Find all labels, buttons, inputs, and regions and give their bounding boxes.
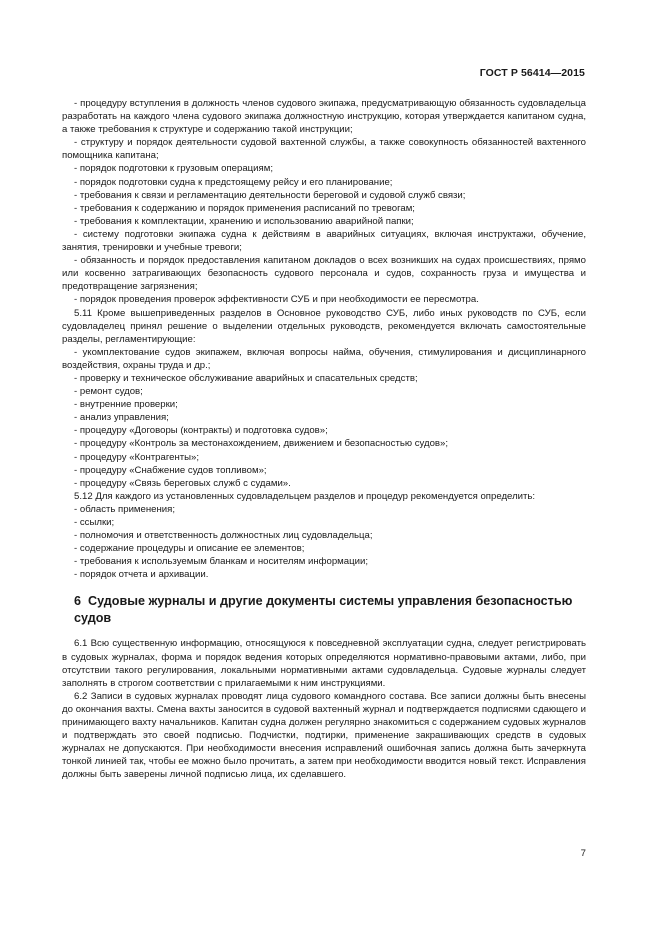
section-number: 6 <box>74 594 82 609</box>
list-item: - процедуру «Снабжение судов топливом»; <box>74 464 267 476</box>
list-item: - внутренние проверки; <box>74 399 178 411</box>
list-item: - порядок отчета и архивации. <box>74 569 209 581</box>
list-item: - процедуру «Договоры (контракты) и подготовка судов»; <box>74 425 328 437</box>
list-item: - требования к связи и регламентацию деятельности береговой и судовой служб связи; <box>74 189 466 201</box>
list-item: - систему подготовки экипажа судна к действиям в аварийных ситуациях, включая инструктажи, обучение, занятия, тренировки и учебные тревоги; <box>62 228 586 254</box>
list-item: - требования к используемым бланкам и носителям информации; <box>74 556 368 568</box>
list-item: - процедуру «Контрагенты»; <box>74 451 200 463</box>
list-item: - полномочия и ответственность должностных лиц судовладельца; <box>74 530 373 542</box>
paragraph-5-12: 5.12 Для каждого из установленных судовладельцем разделов и процедур рекомендуется определить: <box>74 490 536 502</box>
list-item: - ссылки; <box>74 517 115 528</box>
list-item: - содержание процедуры и описание ее элементов; <box>74 543 305 555</box>
list-item: - порядок подготовки к грузовым операциям; <box>74 163 273 175</box>
document-header: ГОСТ Р 56414—2015 <box>479 67 585 79</box>
list-item: - укомплектование судов экипажем, включая вопросы найма, обучения, стимулирования и дисциплинарного воздействия, охраны труда и др.; <box>62 346 586 371</box>
paragraph-5-11: 5.11 Кроме вышеприведенных разделов в Основное руководство СУБ, либо иных руководств по СУБ, если судовладелец принял решение о выделении отдельных руководств, рекомендуется включать самостоятельные разделы, регламентирующие: <box>62 307 586 345</box>
list-item: - анализ управления; <box>74 412 169 424</box>
paragraph-6-2: 6.2 Записи в судовых журналах проводят лица судового командного состава. Все записи должны быть внесены до окончания вахты. Смена вахты заносится в судовой вахтенный журнал и подтверждается подписями сдающего и принимающего вахту начальников. Капитан судна должен регулярно знакомиться с содержанием судовых журналов и подтверждать это своей подписью. Подчистки, подтирки, применение закрашивающих средств в судовых журналах не допускаются. При необходимости внесения исправлений ошибочная запись должна быть зачеркнута тонкой линией так, чтобы ее можно было прочитать, а затем при необходимости вводится новый текст. Исправления должны быть заверены личной подписью лица, их сделавшего. <box>62 690 586 781</box>
list-item: - структуру и порядок деятельности судовой вахтенной службы, а также совокупность обязанностей вахтенного помощника капитана; <box>62 137 586 162</box>
list-item: - порядок подготовки судна к предстоящему рейсу и его планирование; <box>74 176 393 188</box>
list-item: - требования к содержанию и порядок применения расписаний по тревогам; <box>74 202 415 214</box>
list-item: - порядок проведения проверок эффективности СУБ и при необходимости ее пересмотра. <box>74 294 479 306</box>
list-item: - процедуру «Контроль за местонахождением, движением и безопасностью судов»; <box>74 438 449 450</box>
list-item: - процедуру вступления в должность членов судового экипажа, предусматривающую обязанность судовладельца разработать на каждого члена судового экипажа должностную инструкцию, которая утверждается капитаном судна, а также требования к структуре и содержанию такой инструкции; <box>62 98 586 136</box>
list-item: - проверку и техническое обслуживание аварийных и спасательных средств; <box>74 372 418 384</box>
list-item: - обязанность и порядок предоставления капитаном докладов о всех возникших на судах происшествиях, прямо или косвенно затрагивающих безопасность судового персонала и судов, сохранность груза и имущества и предотвращение загрязнения; <box>62 255 586 293</box>
list-item: - требования к комплектации, хранению и использованию аварийной папки; <box>74 215 414 227</box>
document-body <box>62 97 586 782</box>
section-title-text: Судовые журналы и другие документы системы управления безопасностью судов <box>74 594 573 626</box>
list-item: - ремонт судов; <box>74 386 143 398</box>
list-item: - процедуру «Связь береговых служб с судами». <box>74 477 291 489</box>
section-6-heading <box>62 593 586 627</box>
list-item: - область применения; <box>74 503 176 515</box>
page-number: 7 <box>580 848 586 859</box>
paragraph-6-1: 6.1 Всю существенную информацию, относящуюся к повседневной эксплуатации судна, следует регистрировать в судовых журналах, форма и порядок ведения которых определяются нормативно-правовыми актами, либо, при отсутствии такого регулирования, локальными нормативными актами судовладельца. Судовые журналы следует заполнять в строгом соответствии с прилагаемыми к ним инструкциями. <box>62 638 586 689</box>
